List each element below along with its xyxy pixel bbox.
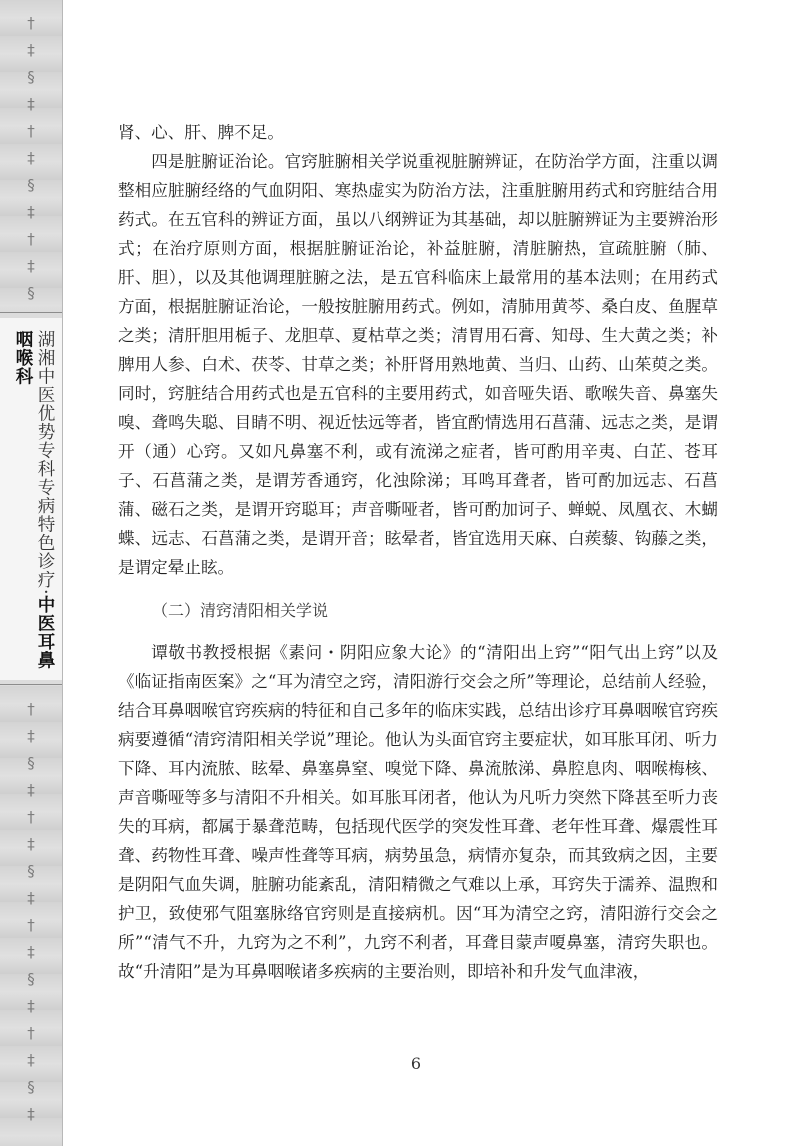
human-figure-icon: ‡ — [27, 203, 35, 221]
human-figure-icon: ‡ — [27, 781, 35, 799]
series-title: 湖湘中医优势专科专病特色诊疗 — [35, 330, 55, 589]
paragraph-continuation: 肾、心、肝、脾不足。 — [118, 123, 284, 142]
human-figure-icon: ‡ — [27, 943, 35, 961]
human-figure-icon: † — [27, 700, 35, 718]
human-figure-icon: § — [27, 68, 35, 86]
human-figure-icon: † — [27, 14, 35, 32]
decorative-sidebar — [0, 0, 63, 1146]
human-figure-icon: ‡ — [27, 1051, 35, 1069]
page-body — [118, 118, 718, 986]
human-figure-icon: † — [27, 916, 35, 934]
human-figure-icon: † — [27, 808, 35, 826]
human-figure-icon: † — [27, 230, 35, 248]
human-figure-icon: § — [27, 284, 35, 302]
human-figure-icon: † — [27, 122, 35, 140]
ornament-band-bottom — [0, 686, 62, 1146]
human-figure-icon: § — [27, 970, 35, 988]
paragraph-zangfu-theory: 四是脏腑证治论。官窍脏腑相关学说重视脏腑辨证，在防治学方面，注重以调整相应脏腑经络的气血阴阳、寒热虚实为防治方法，注重脏腑用药式和窍脏结合用药式。在五官科的辨证方面，虽以八纲辨证为其基础，却以脏腑辨证为主要辨治形式；在治疗原则方面，根据脏腑证治论，补益脏腑，清脏腑热，宣疏脏腑（肺、肝、胆），以及其他调理脏腑之法，是五官科临床上最常用的基本法则；在用药式方面，根据脏腑证治论，一般按脏腑用药式。例如，清肺用黄芩、桑白皮、鱼腥草之类；清肝胆用栀子、龙胆草、夏枯草之类；清胃用石膏、知母、生大黄之类；补脾用人参、白术、茯苓、甘草之类；补肝肾用熟地黄、当归、山药、山茱萸之类。同时，窍脏结合用药式也是五官科的主要用药式，如音哑失语、歌喉失音、鼻塞失嗅、聋鸣失聪、目睛不明、视近怯远等者，皆宜酌情选用石菖蒲、远志之类，是谓开（通）心窍。又如凡鼻塞不利，或有流涕之症者，皆可酌用辛夷、白芷、苍耳子、石菖蒲之类，是谓芳香通窍，化浊除涕；耳鸣耳聋者，皆可酌加远志、石菖蒲、磁石之类，是谓开窍聪耳；声音嘶哑者，皆可酌加诃子、蝉蜕、凤凰衣、木蝴蝶、远志、石菖蒲之类，是谓开音；眩晕者，皆宜选用天麻、白蒺藜、钩藤之类，是谓定晕止眩。 — [118, 152, 718, 577]
human-figure-icon: ‡ — [27, 997, 35, 1015]
human-figure-icon: ‡ — [27, 95, 35, 113]
human-figure-icon: ‡ — [27, 727, 35, 745]
page-number: 6 — [410, 1054, 422, 1073]
human-figure-icon: § — [27, 1078, 35, 1096]
human-figure-icon: ‡ — [27, 835, 35, 853]
human-figure-icon: † — [27, 1024, 35, 1042]
ornament-band-top — [0, 0, 62, 310]
title-separator: · — [35, 589, 55, 596]
human-figure-icon: ‡ — [27, 257, 35, 275]
human-figure-icon: ‡ — [27, 149, 35, 167]
human-figure-icon: § — [27, 754, 35, 772]
book-series-title — [6, 330, 56, 675]
sidebar-divider-bottom — [0, 684, 62, 685]
human-figure-icon: § — [27, 176, 35, 194]
sidebar-divider-top — [0, 312, 62, 313]
section-heading: （二）清窍清阳相关学说 — [152, 601, 329, 620]
paragraph-qingyang-theory: 谭敬书教授根据《素问・阴阳应象大论》的“清阳出上窍”“阳气出上窍”以及《临证指南医案》之“耳为清空之窍，清阳游行交会之所”等理论，总结前人经验，结合耳鼻咽喉官窍疾病的特征和自己多年的临床实践，总结出诊疗耳鼻咽喉官窍疾病要遵循“清窍清阳相关学说”理论。他认为头面官窍主要症状，如耳胀耳闭、听力下降、耳内流脓、眩晕、鼻塞鼻窒、嗅觉下降、鼻流脓涕、鼻腔息肉、咽喉梅核、声音嘶哑等多与清阳不升相关。如耳胀耳闭者，他认为凡听力突然下降甚至听力丧失的耳病，都属于暴聋范畴，包括现代医学的突发性耳聋、老年性耳聋、爆震性耳聋、药物性耳聋、噪声性聋等耳病，病势虽急，病情亦复杂，而其致病之因，主要是阴阳气血失调，脏腑功能紊乱，清阳精微之气难以上承，耳窍失于濡养、温煦和护卫，致使邪气阻塞脉络官窍则是直接病机。因“耳为清空之窍，清阳游行交会之所”“清气不升，九窍为之不利”，九窍不利者，耳聋目蒙声嗄鼻塞，清窍失职也。故“升清阳”是为耳鼻咽喉诸多疾病的主要治则，即培补和升发气血津液， — [118, 643, 718, 981]
human-figure-icon: ‡ — [27, 1105, 35, 1123]
volume-title: 中医耳鼻咽喉科 — [13, 330, 55, 670]
human-figure-icon: ‡ — [27, 889, 35, 907]
human-figure-icon: § — [27, 862, 35, 880]
human-figure-icon: ‡ — [27, 41, 35, 59]
